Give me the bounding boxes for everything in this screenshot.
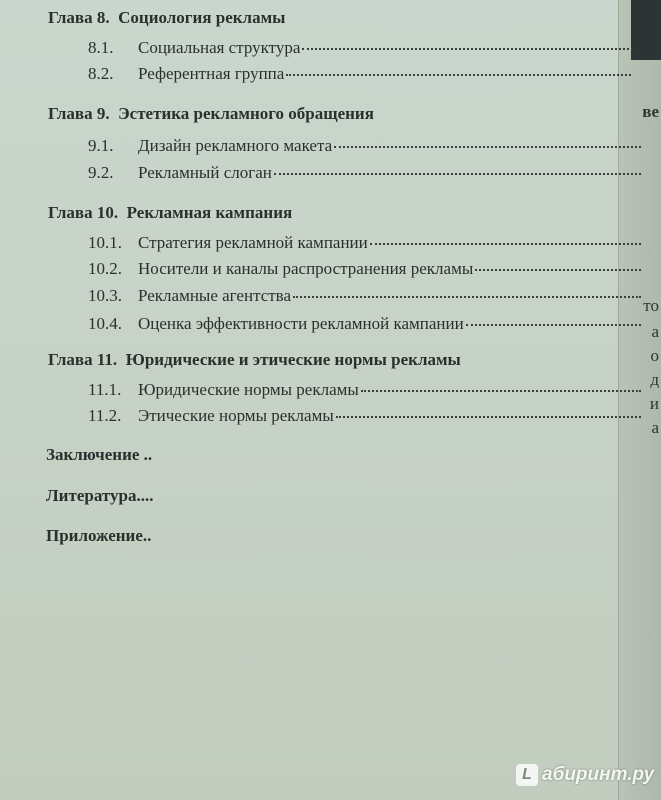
leader-dots (302, 48, 633, 50)
entry-title: Референтная группа (138, 64, 285, 83)
leader-dots (336, 416, 641, 418)
entry-title: Рекламный слоган (138, 163, 272, 182)
entry-title: Этические нормы рекламы (138, 406, 334, 425)
entry-title: Дизайн рекламного макета (138, 136, 333, 155)
chapter-title: Юридические и этические нормы рекламы (125, 350, 461, 369)
entry-title: Стратегия рекламной кампании (138, 233, 368, 252)
entry-title: Юридические нормы рекламы (138, 380, 359, 399)
chapter-11-heading (48, 350, 461, 370)
leader-dots (475, 269, 641, 271)
edge-text: то (643, 296, 659, 315)
entry-number: 11.1. (88, 380, 122, 399)
dark-background (631, 0, 661, 60)
entry-title: Рекламные агентства (138, 286, 292, 305)
chapter-8-heading (48, 8, 285, 28)
chapter-title: Рекламная кампания (126, 203, 293, 222)
adjacent-page-edge (618, 0, 661, 800)
edge-text: а (651, 322, 659, 341)
entry-number: 10.4. (88, 314, 122, 333)
edge-text: ве (642, 102, 659, 121)
entry-number: 10.2. (88, 259, 122, 278)
edge-text: и (649, 394, 659, 413)
leader-dots (274, 173, 641, 175)
toc-entry-8-1 (88, 38, 633, 58)
edge-text: д (650, 370, 659, 389)
entry-number: 11.2. (88, 406, 122, 425)
labirint-watermark (516, 764, 654, 786)
toc-entry-11-2 (88, 406, 641, 426)
toc-entry-8-2 (88, 64, 631, 84)
watermark-text: абиринт.ру (542, 764, 655, 785)
leader-dots (334, 146, 641, 148)
toc-entry-10-4 (88, 314, 641, 334)
toc-entry-10-3 (88, 286, 641, 306)
entry-number: 10.1. (88, 233, 122, 252)
entry-number: 9.2. (88, 163, 114, 182)
toc-conclusion: Заключение .. (46, 445, 153, 464)
chapter-label: Глава 11. (48, 350, 118, 369)
edge-text: а (651, 418, 659, 437)
leader-dots (466, 324, 641, 326)
chapter-label: Глава 8. (48, 8, 110, 27)
edge-text: о (650, 346, 659, 365)
entry-number: 8.2. (88, 64, 114, 83)
toc-appendix: Приложение.. (46, 526, 152, 545)
toc-entry-9-1 (88, 136, 641, 156)
entry-title: Носители и каналы распространения рекламы (138, 259, 474, 278)
toc-entry-10-2 (88, 259, 641, 279)
chapter-title: Социология рекламы (118, 8, 286, 27)
entry-number: 9.1. (88, 136, 114, 155)
toc-literature: Литература.... (46, 486, 154, 505)
entry-number: 8.1. (88, 38, 114, 57)
entry-number: 10.3. (88, 286, 122, 305)
leader-dots (361, 390, 641, 392)
toc-entry-10-1 (88, 233, 641, 253)
chapter-10-heading (48, 203, 292, 223)
chapter-title: Эстетика рекламного обращения (118, 104, 374, 123)
leader-dots (293, 296, 641, 298)
entry-title: Оценка эффективности рекламной кампании (138, 314, 464, 333)
chapter-9-heading (48, 104, 374, 124)
entry-title: Социальная структура (138, 38, 301, 57)
chapter-label: Глава 10. (48, 203, 119, 222)
leader-dots (286, 74, 631, 76)
chapter-label: Глава 9. (48, 104, 110, 123)
toc-entry-9-2 (88, 163, 641, 183)
toc-entry-11-1 (88, 380, 641, 400)
labirint-logo-icon: L (516, 764, 538, 786)
leader-dots (370, 243, 641, 245)
